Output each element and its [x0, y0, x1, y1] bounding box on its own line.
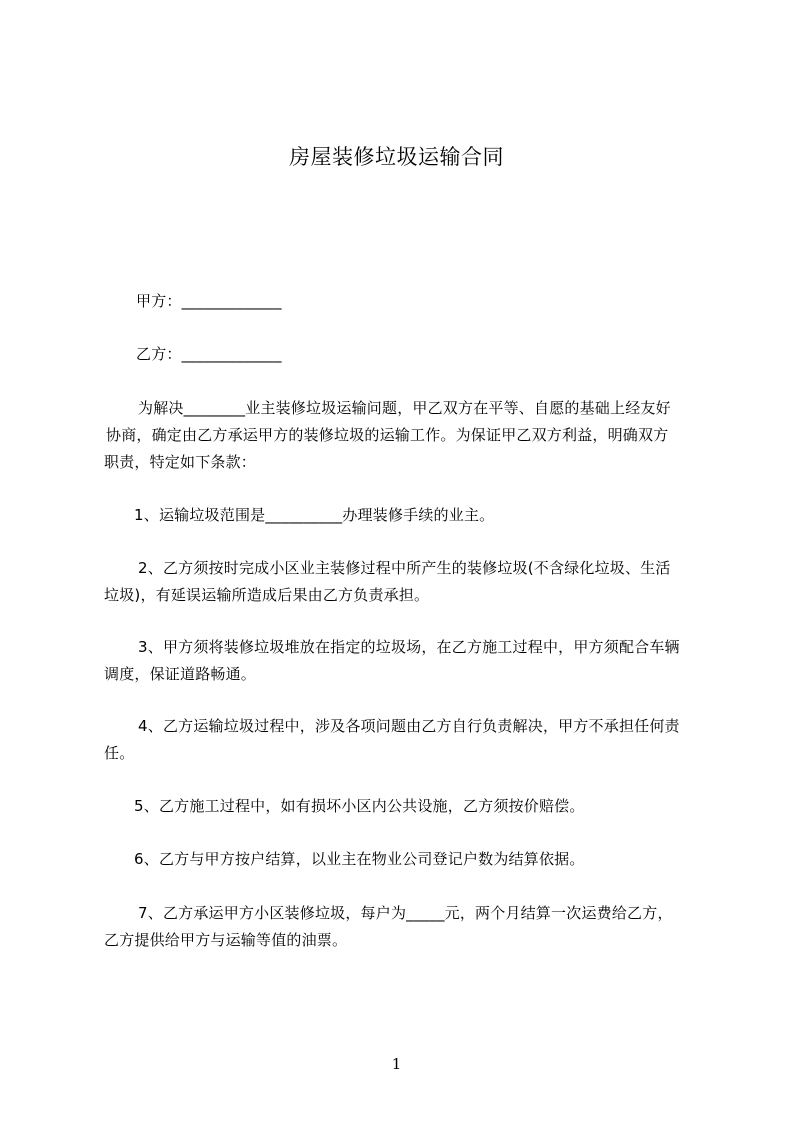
clause-2-line-1-text: 2、乙方须按时完成小区业主装修过程中所产生的装修垃圾(不含绿化垃圾、生活	[138, 559, 671, 577]
clause-7-line-1: 7、乙方承运甲方小区装修垃圾，每户为_____元，两个月结算一次运费给乙方，	[138, 904, 673, 922]
clause-3-line-2: 调度，保证道路畅通。	[104, 665, 257, 683]
clause-6	[104, 846, 704, 873]
clause-2-block	[104, 555, 704, 609]
page-number: 1	[391, 1055, 402, 1073]
clause-7-line-2: 乙方提供给甲方与运输等值的油票。	[104, 931, 348, 949]
clause-4-line-1: 4、乙方运输垃圾过程中，涉及各项问题由乙方自行负责解决，甲方不承担任何责	[138, 717, 680, 735]
clause-7	[104, 900, 704, 954]
party-a-line	[136, 288, 736, 315]
intro-paragraph	[104, 395, 704, 476]
clause-5	[104, 793, 704, 820]
clause-1-line-1: 1、运输垃圾范围是__________办理装修手续的业主。	[134, 506, 495, 524]
party-b-text: 乙方：_____________	[136, 345, 282, 363]
clause-1	[104, 502, 704, 529]
party-b-line	[136, 341, 736, 368]
intro-line-1: 为解决________业主装修垃圾运输问题，甲乙双方在平等、自愿的基础上经友好	[138, 399, 671, 417]
party-a-text: 甲方：_____________	[136, 292, 282, 310]
clause-4	[104, 713, 704, 767]
clause-6-line-1: 6、乙方与甲方按户结算，以业主在物业公司登记户数为结算依据。	[134, 850, 585, 868]
clause-3	[104, 634, 704, 688]
clause-5-line-1: 5、乙方施工过程中，如有损坏小区内公共设施，乙方须按价赔偿。	[134, 797, 585, 815]
document-title: 房屋装修垃圾运输合同	[289, 145, 504, 169]
intro-line-3: 职责，特定如下条款：	[104, 453, 257, 471]
clause-2-line-2: 垃圾)，有延误运输所造成后果由乙方负责承担。	[104, 586, 430, 604]
clause-3-line-1: 3、甲方须将装修垃圾堆放在指定的垃圾场，在乙方施工过程中，甲方须配合车辆	[138, 638, 680, 656]
intro-line-2: 协商，确定由乙方承运甲方的装修垃圾的运输工作。为保证甲乙双方利益，明确双方	[106, 426, 669, 444]
clause-4-line-2: 任。	[104, 744, 135, 762]
